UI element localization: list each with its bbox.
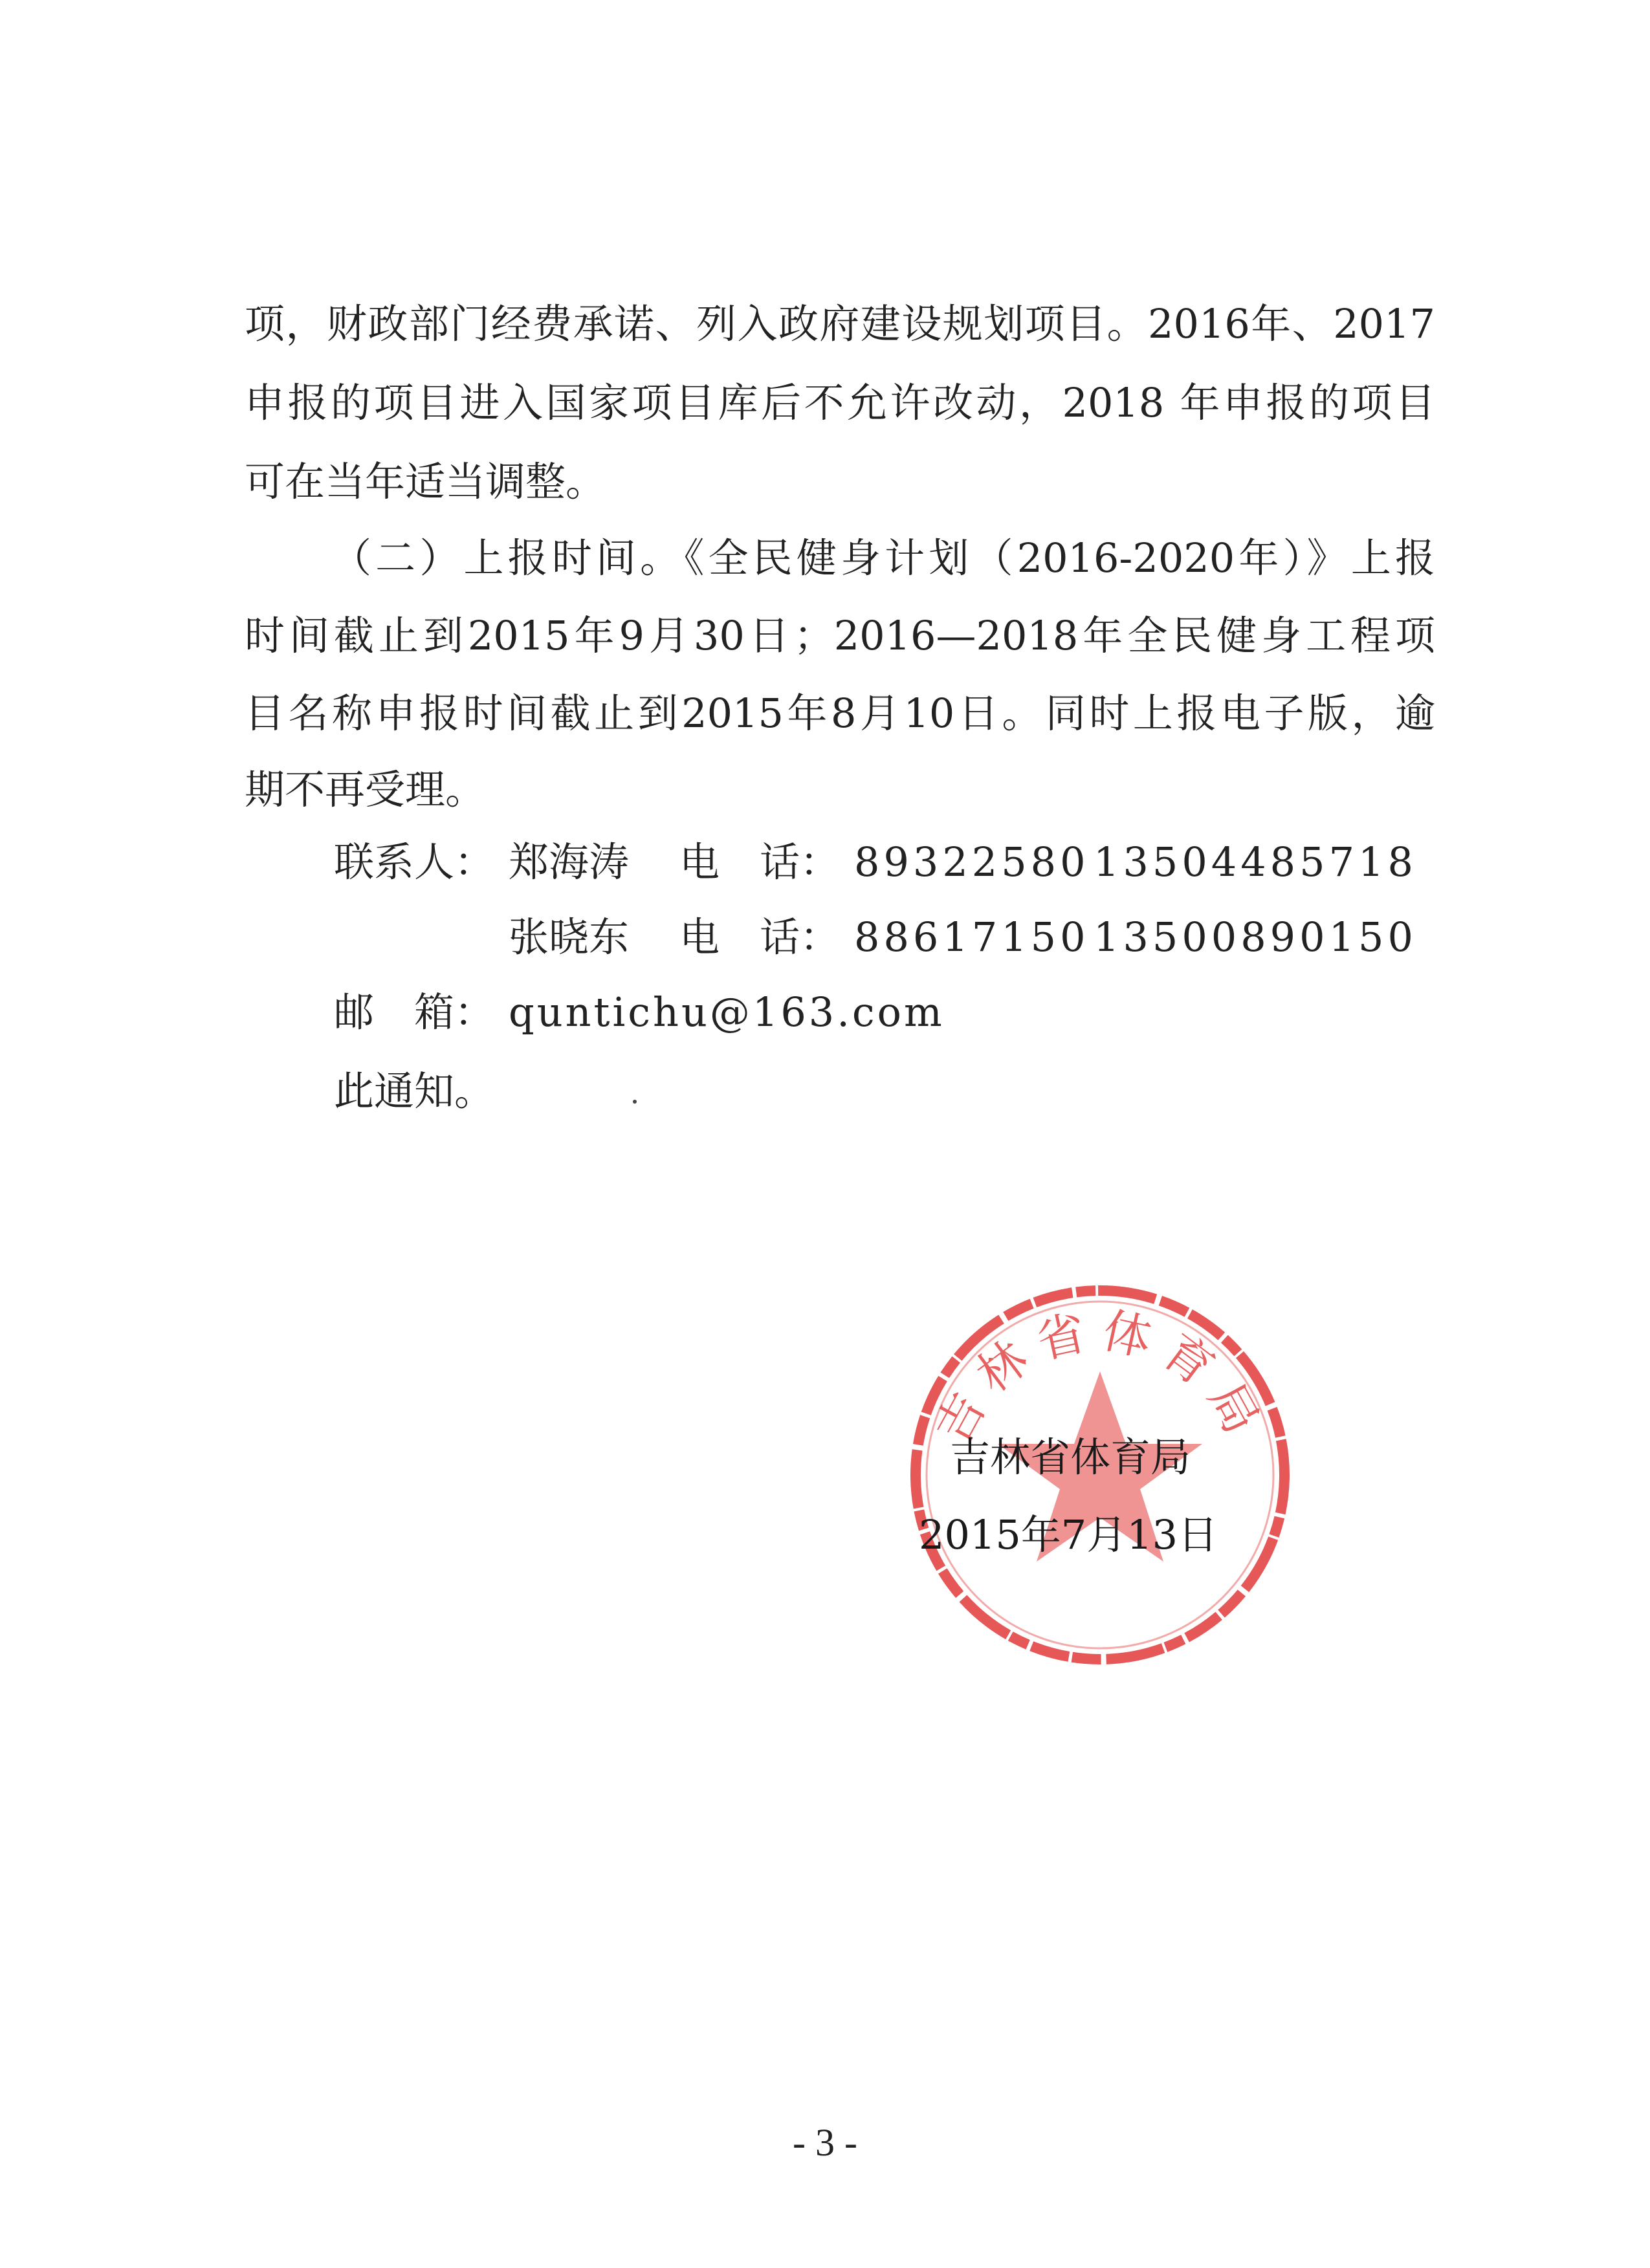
contact-mobile-1: 13504485718 — [1094, 838, 1417, 886]
contact-phone-label-1: 电 话： — [679, 838, 841, 886]
contact-mobile-2: 13500890150 — [1094, 913, 1417, 961]
paragraph-1-line-3: 可在当年适当调整。 — [245, 458, 606, 505]
paragraph-1-line-2: 申报的项目进入国家项目库后不允许改动，2018 年申报的项目 — [245, 379, 1435, 426]
contact-phone-2: 88617150 — [854, 913, 1090, 961]
signature-org: 吉林省体育局 — [950, 1434, 1191, 1481]
paragraph-2-line-4: 期不再受理。 — [245, 766, 486, 813]
paragraph-2-line-3: 目名称申报时间截止到2015年8月10日。同时上报电子版，逾 — [245, 690, 1435, 737]
paragraph-1-line-1: 项，财政部门经费承诺、列入政府建设规划项目。2016年、2017 — [245, 300, 1435, 347]
contact-name-2: 张晓东 — [509, 913, 630, 961]
email-address: quntichu@163.com — [509, 988, 945, 1036]
email-label: 邮 箱： — [334, 988, 495, 1036]
paragraph-2-line-1: （二）上报时间。《全民健身计划（2016-2020年）》上报 — [331, 534, 1435, 582]
contact-phone-1: 89322580 — [854, 838, 1090, 886]
seal-text: 吉林省体育局 — [925, 1302, 1275, 1453]
contact-label: 联系人： — [334, 838, 495, 886]
contact-name-1: 郑海涛 — [509, 838, 630, 886]
signature-date: 2015年7月13日 — [919, 1511, 1218, 1558]
contact-phone-label-2: 电 话： — [679, 913, 841, 961]
paragraph-2-line-2: 时间截止到2015年9月30日；2016—2018年全民健身工程项 — [245, 612, 1435, 659]
closing-text: 此通知。 — [334, 1067, 495, 1115]
stray-dot — [633, 1100, 637, 1104]
page-number: - 3 - — [793, 2121, 857, 2164]
